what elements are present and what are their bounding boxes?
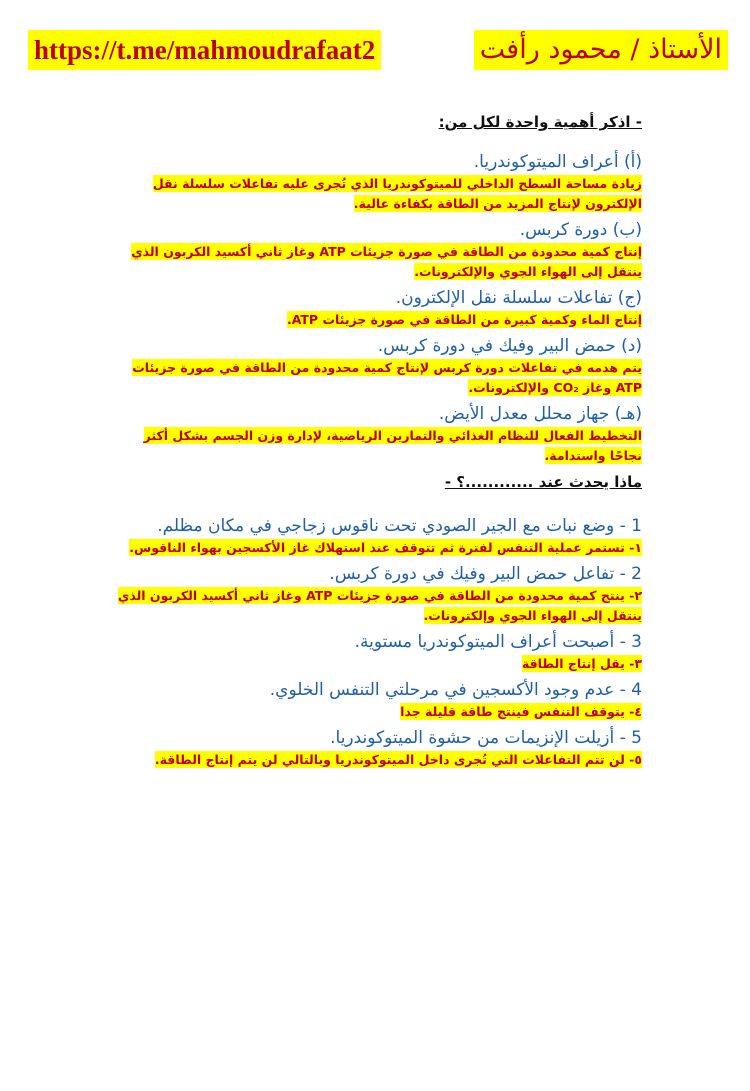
answer: إنتاج الماء وكمية كبيرة من الطاقة في صورة جزيئات ATP. — [286, 312, 642, 327]
question: (ب) دورة كربس. — [519, 220, 642, 240]
question: (د) حمض البير وفيك في دورة كربس. — [377, 336, 642, 356]
section1-item — [112, 334, 642, 398]
telegram-link[interactable]: https://t.me/mahmoudrafaat2 — [28, 30, 381, 70]
section1-heading: - اذكر أهمية واحدة لكل من: — [438, 113, 642, 131]
section2-item — [112, 562, 642, 626]
page-header — [28, 28, 728, 72]
section2-item — [112, 630, 642, 674]
answer: إنتاج كمية محدودة من الطاقة في صورة جزيئات ATP وغاز ثاني أكسيد الكربون الذي ينتقل إلى الهواء الجوي والإلكترونات. — [131, 244, 642, 279]
answer: التخطيط الفعال للنظام الغذائي والتمارين الرياضية، لإدارة وزن الجسم بشكل أكثر نجاحًا واستدامة. — [143, 428, 642, 463]
section2-item — [112, 726, 642, 770]
question: (ج) تفاعلات سلسلة نقل الإلكترون. — [395, 288, 642, 308]
question: 1 - وضع نبات مع الجير الصودي تحت ناقوس زجاجي في مكان مظلم. — [157, 516, 642, 536]
question: 4 - عدم وجود الأكسجين في مرحلتي التنفس الخلوي. — [269, 680, 642, 700]
answer: ٢- ينتج كمية محدودة من الطاقة في صورة جزيئات ATP وغاز ثاني أكسيد الكربون الذي ينتقل إلى الهواء الجوي وإلكترونات. — [117, 588, 642, 623]
answer: ٤- يتوقف التنفس فينتج طاقة قليلة جدا — [400, 704, 642, 719]
section2-heading: ماذا يحدث عند ............؟ - — [444, 473, 642, 491]
worksheet-content — [112, 112, 642, 774]
question: 2 - تفاعل حمض البير وفيك في دورة كربس. — [329, 564, 642, 584]
section1-item — [112, 150, 642, 214]
question: (أ) أعراف الميتوكوندريا. — [473, 152, 642, 172]
section1-item — [112, 286, 642, 330]
answer: ٥- لن تتم التفاعلات التي تُجرى داخل الميتوكوندريا وبالتالي لن يتم إنتاج الطاقة. — [154, 752, 642, 767]
section2-item — [112, 514, 642, 558]
section2-item — [112, 678, 642, 722]
question: (هـ) جهاز محلل معدل الأيض. — [438, 404, 642, 424]
answer: يتم هدمه في تفاعلات دورة كربس لإنتاج كمية محدودة من الطاقة في صورة جزيئات ATP وغاز CO₂ والإلكترونات. — [132, 360, 642, 395]
question: 3 - أصبحت أعراف الميتوكوندريا مستوية. — [354, 632, 642, 652]
question: 5 - أزيلت الإنزيمات من حشوة الميتوكوندريا. — [330, 728, 642, 748]
section1-item — [112, 402, 642, 466]
teacher-name: الأستاذ / محمود رأفت — [474, 30, 728, 70]
answer: ١- تستمر عملية التنفس لفترة ثم تتوقف عند استهلاك غاز الأكسجين بهواء الناقوس. — [129, 540, 642, 555]
answer: زيادة مساحة السطح الداخلي للميتوكوندريا الذي تُجرى عليه تفاعلات سلسلة نقل الإلكترون لإنتاج المزيد من الطاقة بكفاءة عالية. — [152, 176, 642, 211]
answer: ٣- يقل إنتاج الطاقة — [521, 656, 642, 671]
section1-item — [112, 218, 642, 282]
